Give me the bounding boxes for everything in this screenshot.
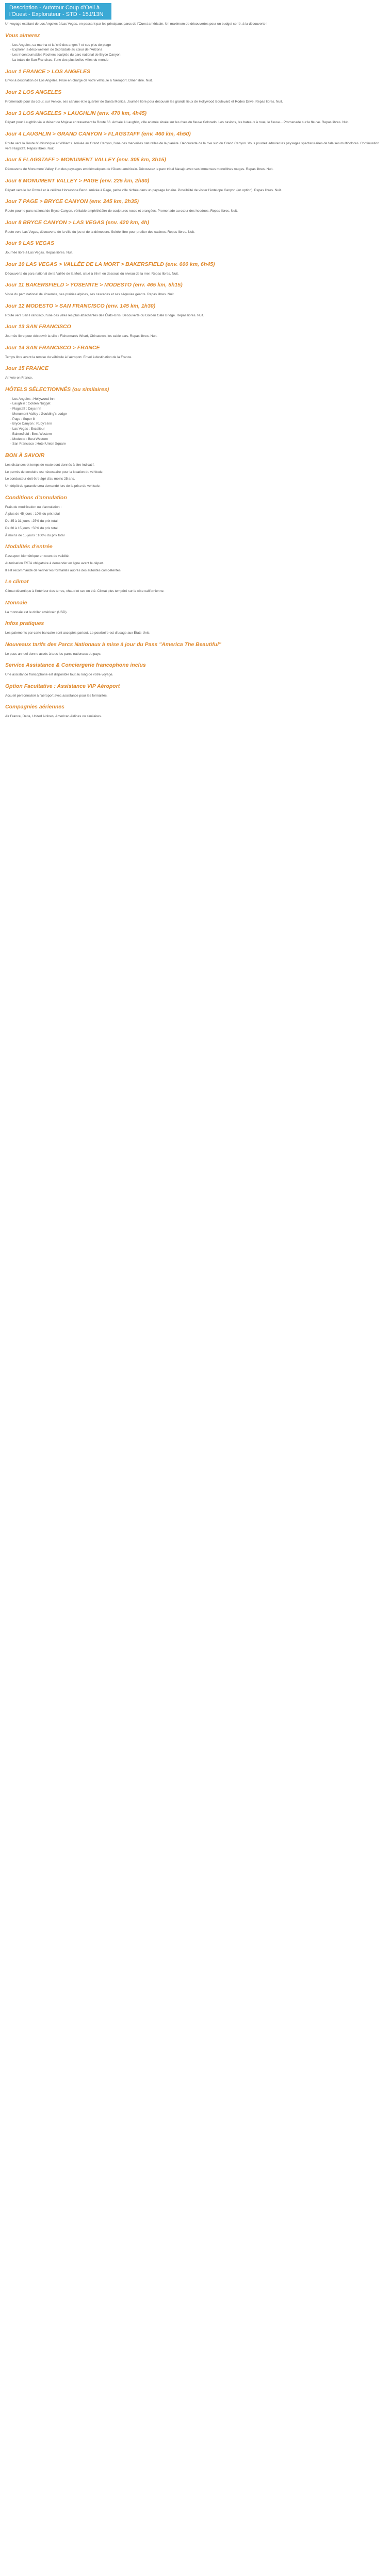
climate-title: Le climat [5,579,29,585]
climate-text: Climat désertique à l'intérieur des terres, chaud et sec en été. Climat plus tempéré sur la côte californienne. [5,589,165,593]
conditions-paragraph: À moins de 15 jours : 100% du prix total [5,533,64,537]
intro-text: Un voyage exaltant de Los Angeles à Las Vegas, en passant par les principaux parcs de l'Ouest américain. Un maximum de découvertes pour un budget serré, à la découverte ! [5,22,268,26]
hotel-item: - Modesto : Best Western [10,437,386,442]
day-title: Jour 3 LOS ANGELES > LAUGHLIN (env. 470 km, 4h45) [5,110,147,116]
airlines-text: Air France, Delta, United Airlines, American Airlines ou similaires. [5,715,102,718]
formalities-paragraph: Autorisation ESTA obligatoire à demander en ligne avant le départ. [5,561,104,565]
hotel-item: - San Francisco : Hotel Union Square [10,442,386,447]
practical-text: Les paiements par carte bancaire sont acceptés partout. Le pourboire est d'usage aux États-Unis. [5,631,151,635]
assistance-title: Service Assistance & Conciergerie francophone inclus [5,662,146,669]
program-title: Vous aimerez [5,32,40,39]
formalities-text [5,554,386,573]
day-text: Journée libre pour découvrir la ville : Fisherman's Wharf, Chinatown, les cable cars. Repas libres. Nuit. [5,334,157,338]
currency-title: Monnaie [5,599,27,606]
hotel-item: - Monument Valley : Goulding's Lodge [10,412,386,417]
conditions-paragraph: Frais de modification ou d'annulation : [5,505,62,509]
day-title: Jour 9 LAS VEGAS [5,240,55,247]
day-title: Jour 5 FLAGSTAFF > MONUMENT VALLEY (env. 305 km, 3h15) [5,157,166,163]
program-item: - La totale de San Francisco, l'une des plus belles villes du monde [10,58,386,63]
day-text: Arrivée en France. [5,376,33,380]
good-to-know-paragraph: Le permis de conduire est nécessaire pour la location du véhicule. [5,470,104,474]
formalities-title: Modalités d'entrée [5,544,53,550]
formalities-paragraph: Passeport biométrique en cours de validité. [5,554,70,558]
day-text: Route vers Las Vegas, découverte de la ville du jeu et de la démesure. Soirée libre pour profiter des casinos. Repas libres. Nuit. [5,230,195,234]
day-title: Jour 14 SAN FRANCISCO > FRANCE [5,344,100,351]
day-title: Jour 2 LOS ANGELES [5,89,62,95]
hotel-item: - Flagstaff : Days Inn [10,406,386,412]
day-title: Jour 15 FRANCE [5,365,49,372]
hotels-title: HÔTELS SÉLECTIONNÉS (ou similaires) [5,386,109,393]
program-item: - Explorer la déco western de Scottsdale au cœur de l'Arizona [10,47,386,53]
conditions-paragraph: À plus de 45 jours : 10% du prix total [5,512,60,516]
program-list [5,43,386,63]
program-item: - Los Angeles, sa marina et la 'cité des anges' ! et ses plus de plage [10,43,386,48]
day-text: Découverte de Monument Valley, l'un des paysages emblématiques de l'Ouest américain. Découvrez le parc tribal Navajo avec ses immenses monolithes rouges. Repas libres. Nuit. [5,167,273,171]
day-title: Jour 12 MODESTO > SAN FRANCISCO (env. 145 km, 1h30) [5,302,156,309]
day-text: Visite du parc national de Yosemite, ses prairies alpines, ses cascades et ses séquoias géants. Repas libres. Nuit. [5,293,175,296]
day-title: Jour 6 MONUMENT VALLEY > PAGE (env. 225 km, 2h30) [5,177,150,184]
hotel-item: - Page : Super 8 [10,417,386,422]
day-text: Promenade pour du cœur, sur Venice, ses canaux et le quartier de Santa Monica. Journée libre pour découvrir les grands lieux de Hollywood Boulevard et Rodeo Drive. Repas libres. Nuit. [5,99,283,104]
good-to-know-title: BON À SAVOIR [5,452,45,459]
conditions-title: Conditions d'annulation [5,494,67,501]
formalities-paragraph: Il est recommandé de vérifier les formalités auprès des autorités compétentes. [5,568,122,572]
hotel-item: - Los Angeles : Hollywood Inn [10,397,386,402]
day-title: Jour 11 BAKERSFIELD > YOSEMITE > MODESTO (env. 465 km, 5h15) [5,282,183,289]
hotel-item: - Bryce Canyon : Ruby's Inn [10,421,386,427]
day-title: Jour 8 BRYCE CANYON > LAS VEGAS (env. 420 km, 4h) [5,219,150,226]
day-text: Route vers la Route 66 historique et Williams. Arrivée au Grand Canyon, l'une des merveilles naturelles de la planète. Découverte de la rive sud du Grand Canyon. Vous pourrez admirer les paysages spectaculaires de falaises multicolores. Continuation vers Flagstaff. Repas libres. Nuit. [5,141,379,150]
good-to-know-text [5,463,386,489]
conditions-paragraph: De 30 à 15 jours : 50% du prix total [5,526,58,530]
options-title: Option Facultative : Assistance VIP Aéroport [5,683,120,689]
day-text: Départ pour Laughlin via le désert de Mojave en traversant la Route 66. Arrivée à Laughlin, ville animée située sur les rives du fleuve Colorado. Les casinos, les bateaux à roue, le fleuve... Promenade sur le fleuve. Repas libres. Nuit. [5,121,349,125]
day-text: Temps libre avant la remise du véhicule à l'aéroport. Envol à destination de la France. [5,355,133,359]
tips-title: Nouveaux tarifs des Parcs Nationaux à mise à jour du Pass "America The Beautiful" [5,641,222,648]
day-title: Jour 7 PAGE > BRYCE CANYON (env. 245 km, 2h35) [5,198,139,205]
hotels-list [5,397,386,447]
conditions-paragraph: De 45 à 31 jours : 25% du prix total [5,519,58,523]
tips-text: Le pass annuel donne accès à tous les parcs nationaux du pays. [5,652,102,656]
day-text: Route pour le parc national de Bryce Canyon, véritable amphithéâtre de sculptures roses et orangées. Promenade au cœur des hoodoos. Repas libres. Nuit. [5,209,238,213]
day-text: Journée libre à Las Vegas. Repas libres. Nuit. [5,251,73,255]
conditions-text [5,505,386,538]
good-to-know-paragraph: Un dépôt de garantie sera demandé lors de la prise du véhicule. [5,484,101,488]
day-text: Route vers San Francisco, l'une des villes les plus attachantes des États-Unis. Découverte du Golden Gate Bridge. Repas libres. Nuit. [5,313,204,317]
day-title: Jour 13 SAN FRANCISCO [5,324,71,330]
assistance-text: Une assistance francophone est disponible tout au long de votre voyage. [5,673,113,676]
good-to-know-paragraph: Le conducteur doit être âgé d'au moins 25 ans. [5,477,75,481]
options-text: Accueil personnalisé à l'aéroport avec assistance pour les formalités. [5,693,108,698]
hotel-item: - Las Vegas : Excalibur [10,427,386,432]
page-title: Description - Autotour Coup d'Oeil à l'Ouest - Explorateur - STD - 15J/13N [5,3,111,20]
program-item: - Les incontournables Rochers sculptés du parc national de Bryce Canyon [10,53,386,58]
page [0,0,391,732]
day-title: Jour 4 LAUGHLIN > GRAND CANYON > FLAGSTAFF (env. 460 km, 4h50) [5,131,191,137]
hotel-item: - Laughlin : Golden Nugget [10,401,386,406]
day-title: Jour 1 FRANCE > LOS ANGELES [5,68,91,75]
good-to-know-paragraph: Les distances et temps de route sont donnés à titre indicatif. [5,463,95,467]
currency-text: La monnaie est le dollar américain (USD). [5,610,68,614]
airlines-title: Compagnies aériennes [5,704,64,710]
days-section [5,68,386,381]
hotel-item: - Bakersfield : Best Western [10,432,386,437]
day-text: Départ vers le lac Powell et la célèbre Horseshoe Bend. Arrivée à Page, petite ville nichée dans un paysage lunaire. Possibilité de visiter l'Antelope Canyon (en option). Repas libres. Nuit. [5,188,282,192]
day-title: Jour 10 LAS VEGAS > VALLÉE DE LA MORT > BAKERSFIELD (env. 600 km, 6h45) [5,261,215,267]
day-text: Découverte du parc national de la Vallée de la Mort, situé à 86 m en dessous du niveau de la mer. Repas libres. Nuit. [5,272,179,276]
practical-title: Infos pratiques [5,620,44,627]
day-text: Envol à destination de Los Angeles. Prise en charge de votre véhicule à l'aéroport. Dîner libre. Nuit. [5,79,153,83]
